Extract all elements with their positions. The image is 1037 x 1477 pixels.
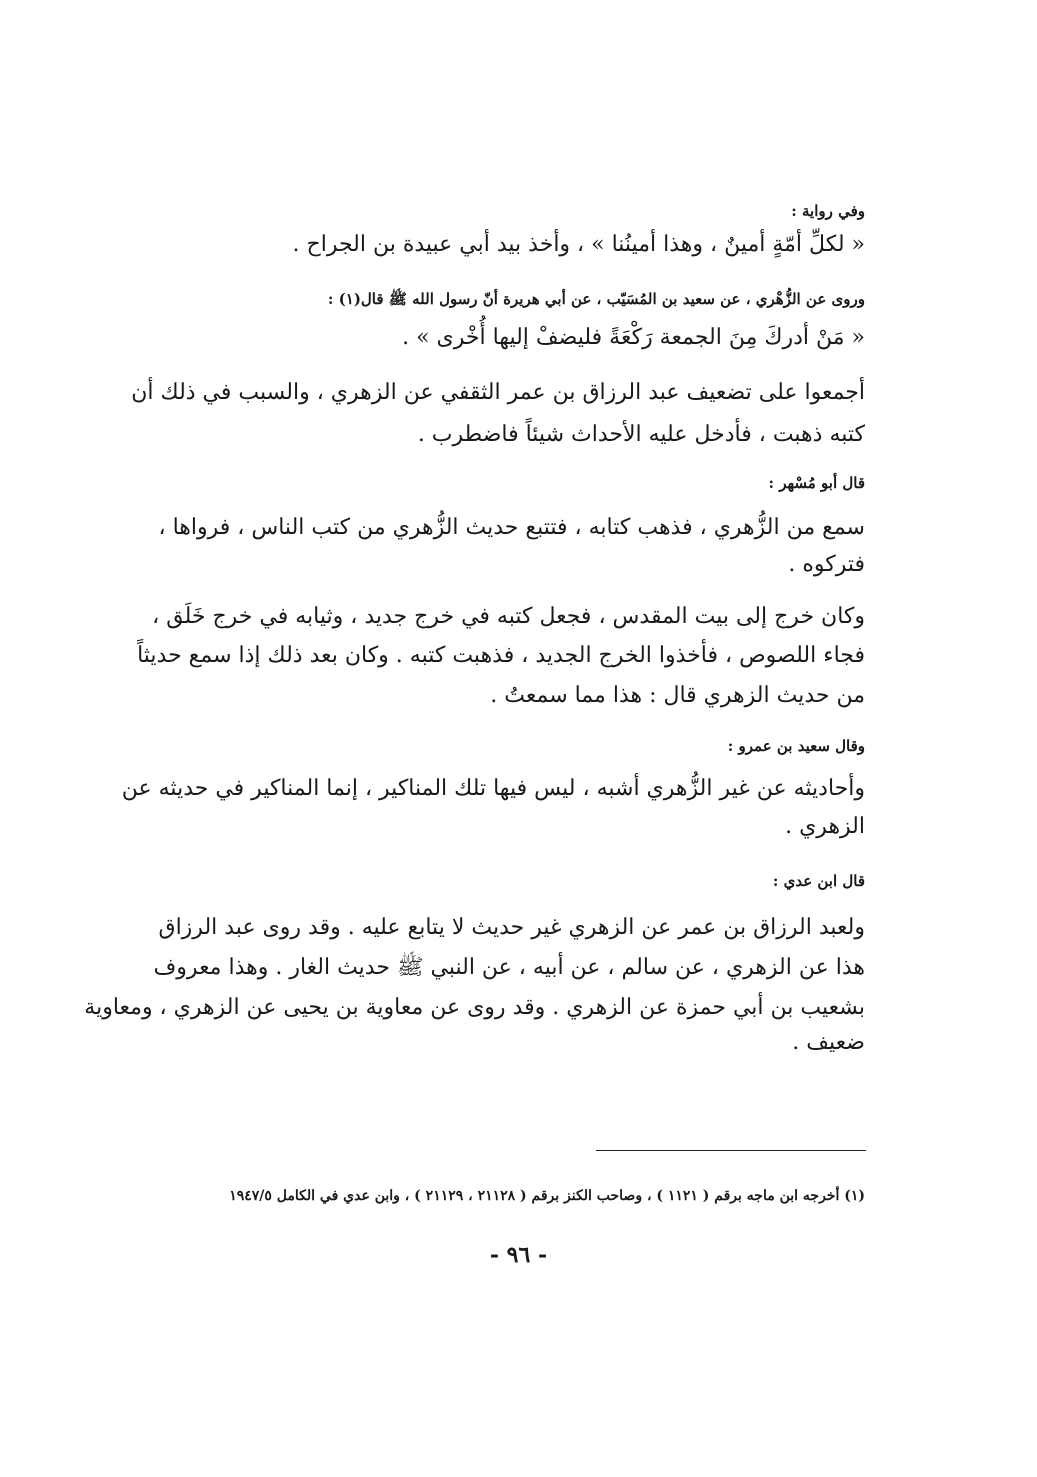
text-line: هذا عن الزهري ، عن سالم ، عن أبيه ، عن النبي ﷺ حديث الغار . وهذا معروف — [153, 955, 865, 980]
section-heading: وفي رواية : — [791, 202, 865, 220]
text-line: ضعيف . — [792, 1030, 865, 1055]
text-line: أجمعوا على تضعيف عبد الرزاق بن عمر الثقفي عن الزهري ، والسبب في ذلك أن — [131, 380, 865, 405]
footnote: (١) أخرجه ابن ماجه برقم ( ١١٢١ ) ، وصاحب الكنز برقم ( ٢١١٢٨ ، ٢١١٢٩ ) ، وابن عدي في الكامل ١٩٤٧/٥ — [229, 1188, 865, 1204]
text-line: ولعبد الرزاق بن عمر عن الزهري غير حديث لا يتابع عليه . وقد روى عبد الرزاق — [158, 915, 865, 940]
text-line: « لكلِّ أمّةٍ أمينٌ ، وهذا أمينُنا » ، وأخذ بيد أبي عبيدة بن الجراح . — [292, 232, 865, 257]
page-number: - ٩٦ - — [489, 1242, 548, 1268]
section-heading: قال ابن عدي : — [772, 872, 865, 890]
text-line: من حديث الزهري قال : هذا مما سمعتُ . — [490, 683, 865, 708]
text-line: الزهري . — [785, 814, 865, 839]
section-heading: قال أبو مُسْهر : — [768, 474, 865, 492]
text-line: وكان خرج إلى بيت المقدس ، فجعل كتبه في خرج جديد ، وثيابه في خرج خَلَق ، — [152, 604, 865, 629]
text-line: كتبه ذهبت ، فأدخل عليه الأحداث شيئاً فاضطرب . — [417, 422, 865, 447]
text-line: بشعيب بن أبي حمزة عن الزهري . وقد روى عن معاوية بن يحيى عن الزهري ، ومعاوية — [84, 995, 865, 1020]
text-line: وأحاديثه عن غير الزُّهري أشبه ، ليس فيها تلك المناكير ، إنما المناكير في حديثه عن — [121, 776, 865, 801]
text-line: فجاء اللصوص ، فأخذوا الخرج الجديد ، فذهبت كتبه . وكان بعد ذلك إذا سمع حديثاً — [137, 643, 865, 668]
section-heading: وروى عن الزُّهْري ، عن سعيد بن المُسَيّب ، عن أبي هريرة أنّ رسول الله ﷺ قال(١) : — [327, 290, 865, 308]
footnote-divider — [596, 1150, 866, 1151]
section-heading: وقال سعيد بن عمرو : — [727, 737, 865, 755]
text-line: فتركوه . — [788, 552, 865, 577]
text-line: « مَنْ أدركَ مِنَ الجمعة رَكْعَةً فليضفْ إليها أُخْرى » . — [402, 325, 865, 350]
text-line: سمع من الزُّهري ، فذهب كتابه ، فتتبع حديث الزُّهري من كتب الناس ، فرواها ، — [158, 515, 865, 540]
